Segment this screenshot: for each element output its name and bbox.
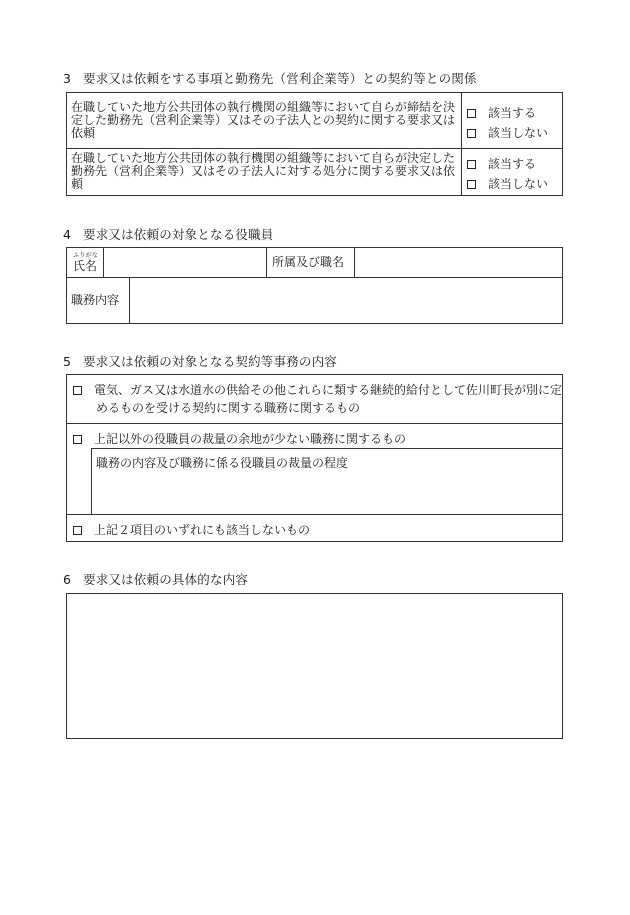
section5-title-text: 要求又は依頼の対象となる契約等事務の内容 [83, 354, 338, 369]
section5-sub-top [91, 448, 563, 449]
checkbox-icon[interactable] [467, 129, 476, 138]
section5-divider-1 [66, 423, 563, 424]
checkbox-icon[interactable] [73, 386, 82, 395]
section3-row2-no[interactable] [467, 175, 548, 192]
checkbox-icon[interactable] [467, 109, 476, 118]
section3-row2-no-label: 該当しない [488, 177, 549, 191]
section3-row2-yes[interactable] [467, 155, 536, 172]
section6-number: 6 [63, 572, 72, 587]
discretion-field[interactable] [92, 472, 562, 513]
section3-title-text: 要求又は依頼をする事項と勤務先（営利企業等）との契約等との関係 [83, 71, 477, 86]
section6-content-field[interactable] [66, 593, 563, 739]
checkbox-icon[interactable] [73, 526, 82, 535]
section6-title [63, 570, 248, 588]
section3-row2-text: 在職していた地方公共団体の執行機関の組織等において自らが決定した勤務先（営利企業等）又はその子法人に対する処分に関する要求又は依頼 [71, 151, 456, 191]
section3-row1-no[interactable] [467, 124, 548, 141]
section5-item3-label: 上記２項目のいずれにも該当しないもの [94, 523, 311, 537]
section3-row2-yes-label: 該当する [488, 157, 537, 171]
section3-row1-yes-label: 該当する [488, 106, 537, 120]
duties-field[interactable] [130, 278, 562, 323]
section5-item1[interactable] [73, 381, 562, 398]
section5-title [63, 352, 337, 370]
section3-row1-no-label: 該当しない [488, 126, 549, 140]
section4-title [63, 225, 274, 243]
name-label: 氏名 [73, 259, 98, 273]
section4-affil-divider-left [266, 247, 267, 277]
section6-title-text: 要求又は依頼の具体的な内容 [83, 572, 249, 587]
section5-item3[interactable] [73, 521, 310, 538]
section3-row-divider [66, 148, 563, 149]
section3-row1-yes[interactable] [467, 104, 536, 121]
section5-item1-line1: 電気、ガス又は水道水の供給その他これらに類する継続的給付として佐川町長が別に定 [94, 383, 563, 397]
section3-title [63, 69, 477, 87]
section5-item2-sub-label: 職務の内容及び職務に係る役職員の裁量の程度 [96, 456, 349, 470]
section3-number: 3 [63, 71, 72, 86]
affiliation-label: 所属及び職名 [272, 255, 345, 269]
section5-item2-label: 上記以外の役職員の裁量の余地が少ない職務に関するもの [94, 432, 407, 446]
section5-item1-line2: めるものを受ける契約に関する職務に関するもの [96, 401, 361, 415]
affiliation-field[interactable] [355, 248, 562, 276]
checkbox-icon[interactable] [467, 160, 476, 169]
name-field[interactable] [104, 248, 265, 276]
section5-divider-2 [66, 514, 563, 515]
checkbox-icon[interactable] [467, 180, 476, 189]
section3-row1-text: 在職していた地方公共団体の執行機関の組織等において自らが締結を決定した勤務先（営利企業等）又はその子法人との契約に関する要求又は依頼 [71, 100, 456, 140]
section5-item2[interactable] [73, 430, 406, 447]
section5-number: 5 [63, 354, 72, 369]
section3-divider [461, 92, 462, 196]
section4-number: 4 [63, 227, 72, 242]
checkbox-icon[interactable] [73, 435, 82, 444]
duties-label: 職務内容 [71, 293, 120, 307]
section4-title-text: 要求又は依頼の対象となる役職員 [83, 227, 274, 242]
name-ruby: ふりがな [73, 252, 99, 259]
